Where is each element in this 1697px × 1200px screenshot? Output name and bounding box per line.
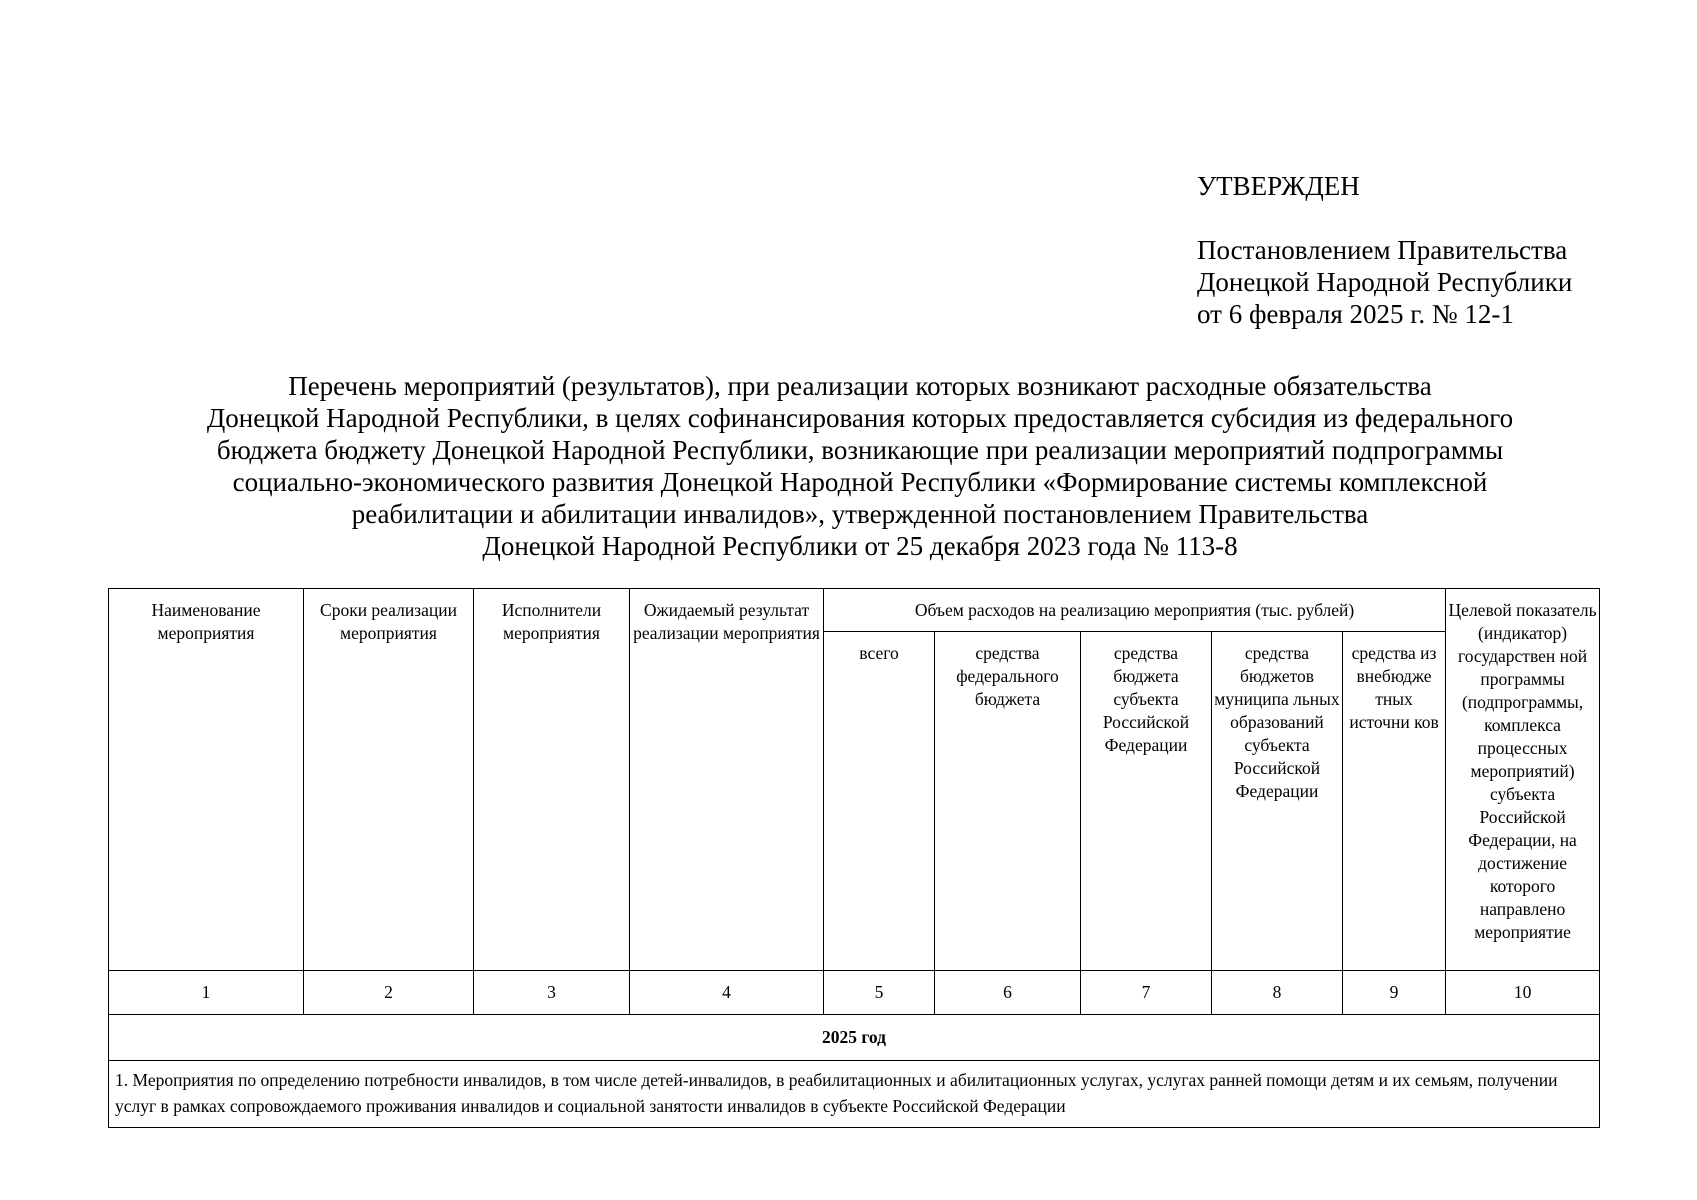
year-cell: 2025 год xyxy=(109,1015,1600,1061)
header-cell-total: всего xyxy=(824,632,935,971)
header-cell-federal-budget: средства федерального бюджета xyxy=(935,632,1081,971)
table-row xyxy=(109,1061,1600,1128)
header-cell-expense-group: Объем расходов на реализацию мероприятия (тыс. рублей) xyxy=(824,589,1446,632)
approval-line-2: Донецкой Народной Республики xyxy=(1197,267,1573,297)
column-number: 9 xyxy=(1343,971,1446,1015)
column-number: 5 xyxy=(824,971,935,1015)
title-line: реабилитации и абилитации инвалидов», утвержденной постановлением Правительства xyxy=(351,499,1369,529)
column-number: 4 xyxy=(630,971,824,1015)
header-cell-expected-result: Ожидаемый результат реализации мероприятия xyxy=(630,589,824,971)
header-cell-dates: Сроки реализации мероприятия xyxy=(304,589,474,971)
header-cell-target-indicator: Целевой показатель (индикатор) государствен ной программы (подпрограммы, комплекса процессных мероприятий) субъекта Российской Федерации, на достижение которого направлено мероприятие xyxy=(1446,589,1600,971)
header-cell-extrabudgetary: средства из внебюдже тных источни ков xyxy=(1343,632,1446,971)
document-title xyxy=(120,370,1600,562)
approval-line-1: Постановлением Правительства xyxy=(1197,235,1568,265)
year-row xyxy=(109,1015,1600,1061)
header-cell-subject-budget: средства бюджета субъекта Российской Федерации xyxy=(1081,632,1212,971)
column-number: 8 xyxy=(1212,971,1343,1015)
item-cell: 1. Мероприятия по определению потребности инвалидов, в том числе детей-инвалидов, в реабилитационных и абилитационных услугах, услугах ранней помощи детям и их семьям, получении услуг в рамках сопровождаемого проживания инвалидов и социальной занятости инвалидов в субъекте Российской Федерации xyxy=(109,1061,1600,1128)
header-row-1 xyxy=(109,589,1600,632)
approval-stamp xyxy=(1197,170,1657,330)
title-line: Донецкой Народной Республики, в целях софинансирования которых предоставляется субсидия из федерального xyxy=(206,403,1514,433)
title-line: Донецкой Народной Республики от 25 декабря 2023 года № 113-8 xyxy=(482,531,1238,561)
title-line: социально-экономического развития Донецкой Народной Республики «Формирование системы комплексной xyxy=(232,467,1488,497)
header-cell-municipal-budget: средства бюджетов муниципа льных образований субъекта Российской Федерации xyxy=(1212,632,1343,971)
column-number: 7 xyxy=(1081,971,1212,1015)
column-number: 2 xyxy=(304,971,474,1015)
approved-label: УТВЕРЖДЕН xyxy=(1197,171,1360,201)
column-number: 3 xyxy=(474,971,630,1015)
column-number: 1 xyxy=(109,971,304,1015)
column-numbers-row xyxy=(109,971,1600,1015)
column-number: 10 xyxy=(1446,971,1600,1015)
header-cell-name: Наименование мероприятия xyxy=(109,589,304,971)
title-line: Перечень мероприятий (результатов), при реализации которых возникают расходные обязательства xyxy=(288,371,1432,401)
title-line: бюджета бюджету Донецкой Народной Республики, возникающие при реализации мероприятий подпрограммы xyxy=(216,435,1504,465)
activities-table xyxy=(108,588,1600,1128)
approval-line-3: от 6 февраля 2025 г. № 12-1 xyxy=(1197,299,1514,329)
header-cell-executors: Исполнители мероприятия xyxy=(474,589,630,971)
column-number: 6 xyxy=(935,971,1081,1015)
